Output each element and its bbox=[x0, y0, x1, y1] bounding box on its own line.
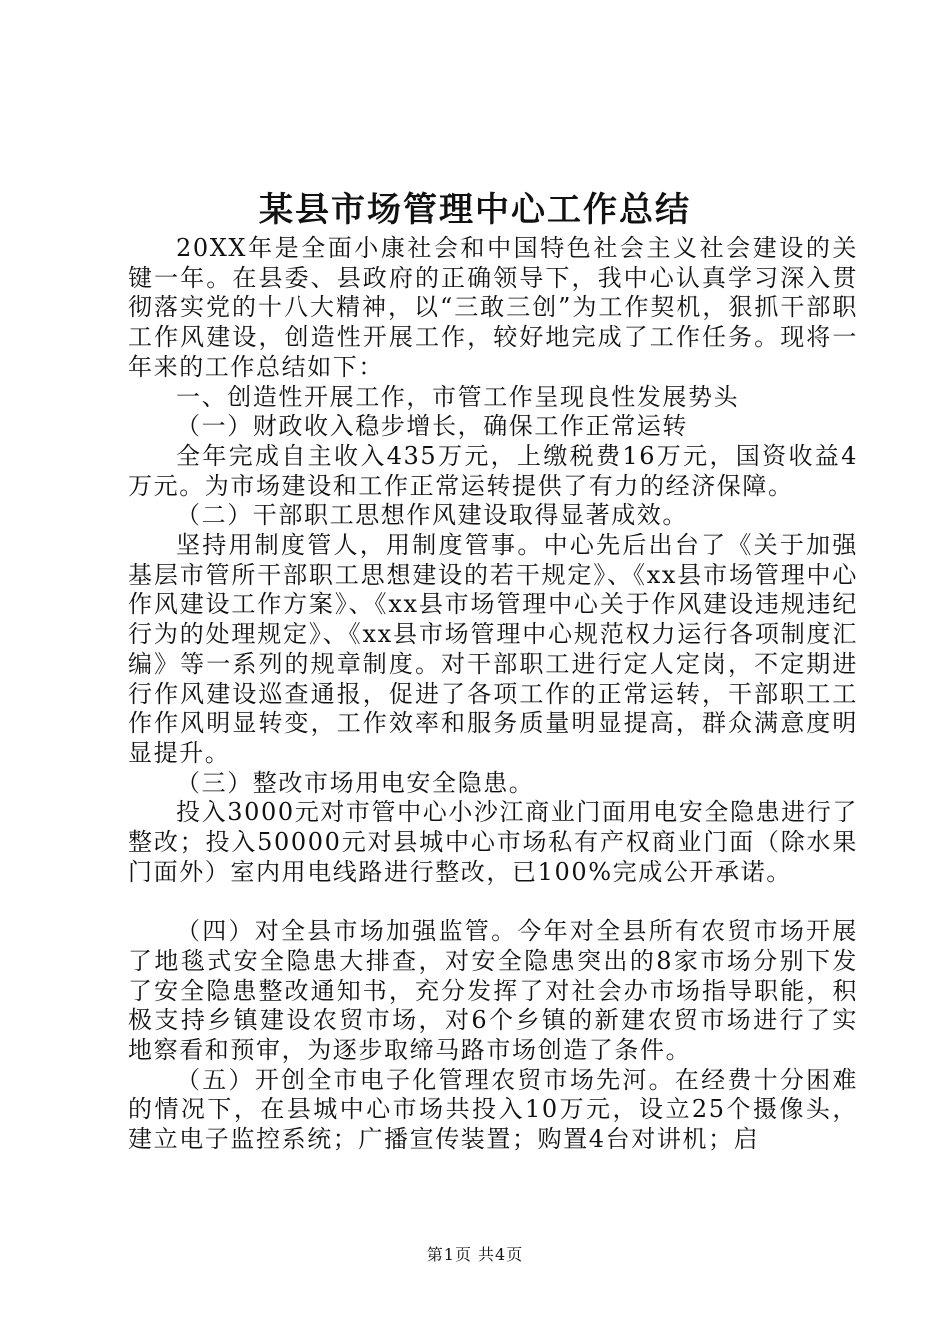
paragraph-regulations: 坚持用制度管人，用制度管事。中心先后出台了《关于加强基层市管所干部职工思想建设的若干规定》、《xx县市场管理中心作风建设工作方案》、《xx县市场管理中心关于作风建设违规违纪行为的处理规定》、《xx县市场管理中心规范权力运行各项制度汇编》等一系列的规章制度。对干部职工进行定人定岗，不定期进行作风建设巡查通报，促进了各项工作的正常运转，干部职工工作作风明显转变，工作效率和服务质量明显提高，群众满意度明显提升。 bbox=[128, 531, 858, 767]
paragraph-electrical-safety: 投入3000元对市管中心小沙江商业门面用电安全隐患进行了整改；投入50000元对县城中心市场私有产权商业门面（除水果门面外）室内用电线路进行整改，已100%完成公开承诺。 bbox=[128, 798, 858, 886]
paragraph-intro: 20XX年是全面小康社会和中国特色社会主义社会建设的关键一年。在县委、县政府的正确领导下，我中心认真学习深入贯彻落实党的十八大精神，以“三敢三创”为工作契机，狠抓干部职工作风建设，创造性开展工作，较好地完成了工作任务。现将一年来的工作总结如下： bbox=[128, 234, 858, 381]
paragraph-market-supervision: （四）对全县市场加强监管。今年对全县所有农贸市场开展了地毯式安全隐患大排查，对安全隐患突出的8家市场分别下发了安全隐患整改通知书，充分发挥了对社会办市场指导职能，积极支持乡镇建设农贸市场，对6个乡镇的新建农贸市场进行了实地察看和预审，为逐步取缔马路市场创造了条件。 bbox=[128, 917, 858, 1064]
document-body bbox=[128, 234, 858, 1155]
subsection-heading-1: （一）财政收入稳步增长，确保工作正常运转 bbox=[176, 412, 688, 441]
paragraph-electronic-management: （五）开创全市电子化管理农贸市场先河。在经费十分困难的情况下，在县城中心市场共投入10万元，设立25个摄像头，建立电子监控系统；广播宣传装置；购置4台对讲机；启 bbox=[128, 1065, 858, 1154]
paragraph-revenue: 全年完成自主收入435万元，上缴税费16万元，国资收益4万元。为市场建设和工作正常运转提供了有力的经济保障。 bbox=[128, 441, 858, 500]
subsection-heading-3: （三）整改市场用电安全隐患。 bbox=[176, 768, 535, 797]
page-number-footer: 第1页 共4页 bbox=[426, 1245, 524, 1264]
document-title: 某县市场管理中心工作总结 bbox=[259, 190, 691, 230]
section-heading-1: 一、创造性开展工作，市管工作呈现良性发展势头 bbox=[176, 382, 740, 411]
subsection-heading-2: （二）干部职工思想作风建设取得显著成效。 bbox=[176, 501, 688, 530]
